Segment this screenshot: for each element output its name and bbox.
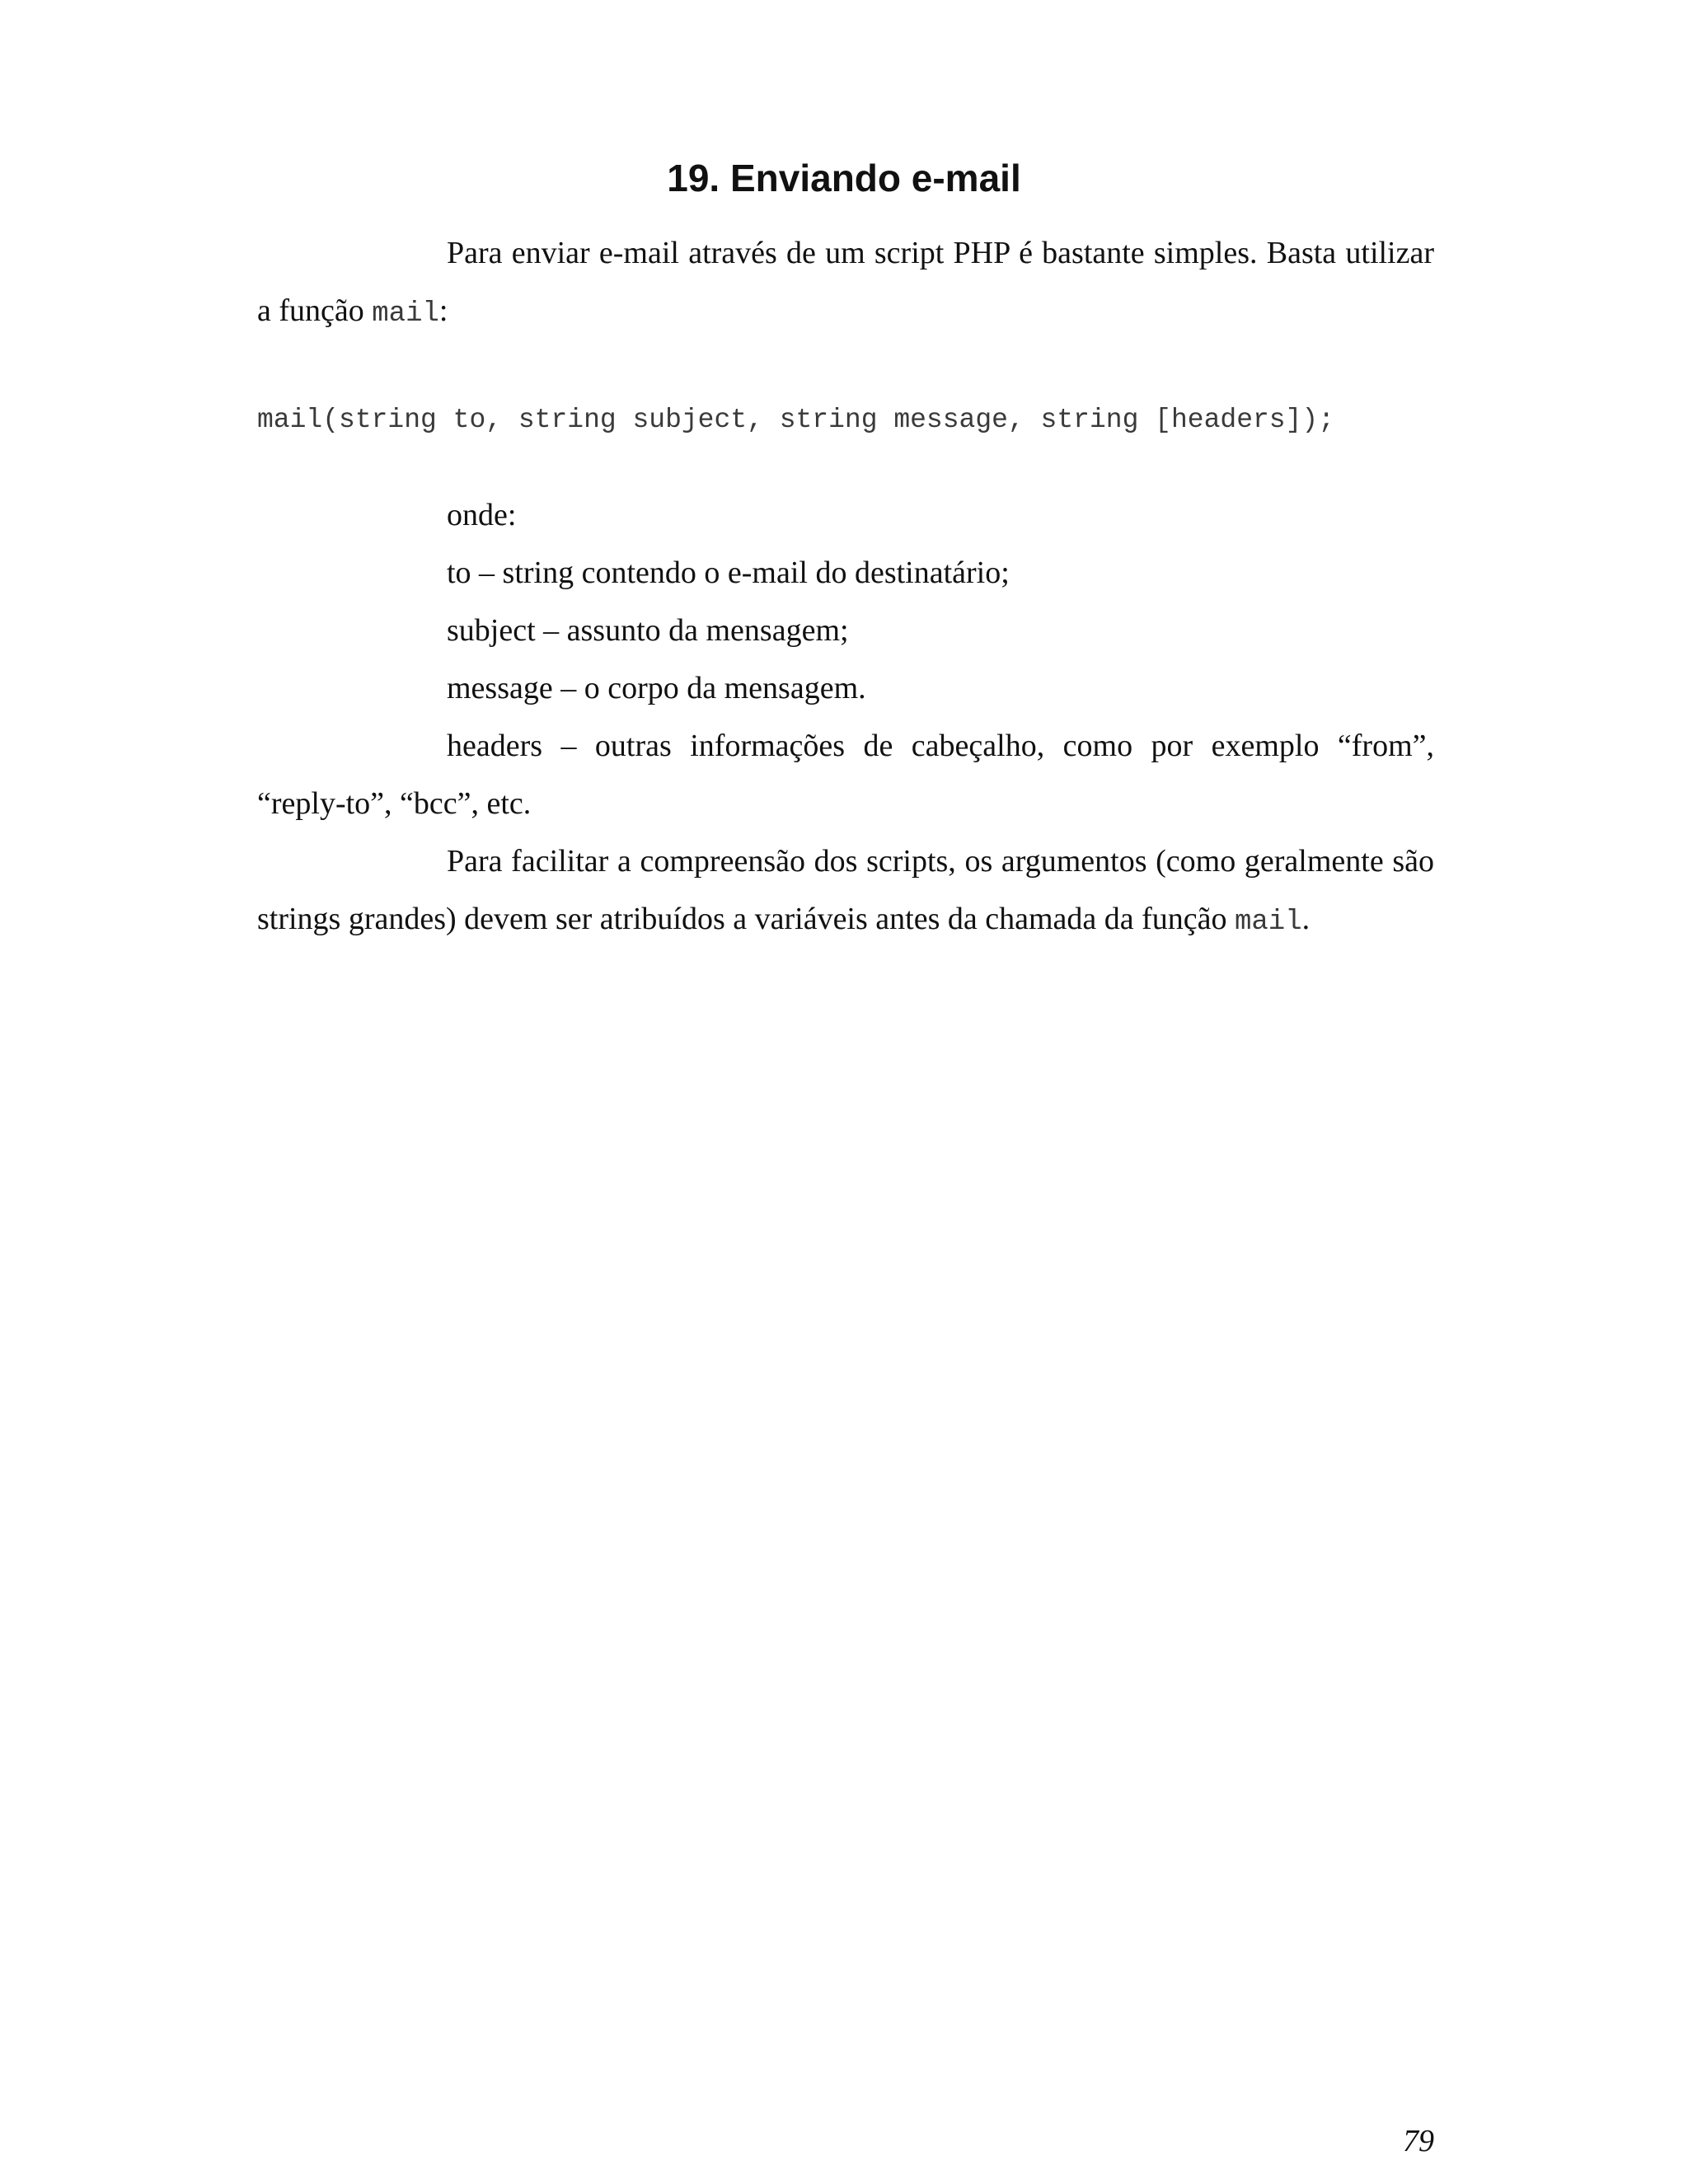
- intro-inline-code: mail: [372, 298, 439, 330]
- params-label: onde:: [447, 498, 517, 532]
- param-message: message – o corpo da mensagem.: [447, 671, 866, 705]
- closing-text: Para facilitar a compreensão dos scripts, os argumentos (como geralmente são strings grandes) devem ser atribuídos a variáveis antes da chamada da função: [257, 844, 1434, 936]
- closing-suffix: .: [1301, 902, 1311, 936]
- intro-paragraph: [257, 224, 1434, 343]
- intro-text: Para enviar e-mail através de um script PHP é bastante simples. Basta utilizar a função: [257, 236, 1434, 328]
- closing-inline-code: mail: [1235, 907, 1302, 938]
- intro-suffix: :: [438, 293, 448, 328]
- page-number: 79: [1403, 2124, 1434, 2158]
- param-subject: subject – assunto da mensagem;: [447, 613, 849, 648]
- param-to: to – string contendo o e-mail do destinatário;: [447, 555, 1010, 590]
- section-heading: 19. Enviando e-mail: [667, 157, 1021, 199]
- param-headers: headers – outras informações de cabeçalho, como por exemplo “from”, “reply-to”, “bcc”, etc.: [257, 729, 1434, 821]
- parameters-block: [257, 486, 1434, 951]
- intro-block: [257, 224, 1434, 343]
- closing-paragraph: [257, 832, 1434, 951]
- code-signature: mail(string to, string subject, string message, string [headers]);: [257, 405, 1335, 435]
